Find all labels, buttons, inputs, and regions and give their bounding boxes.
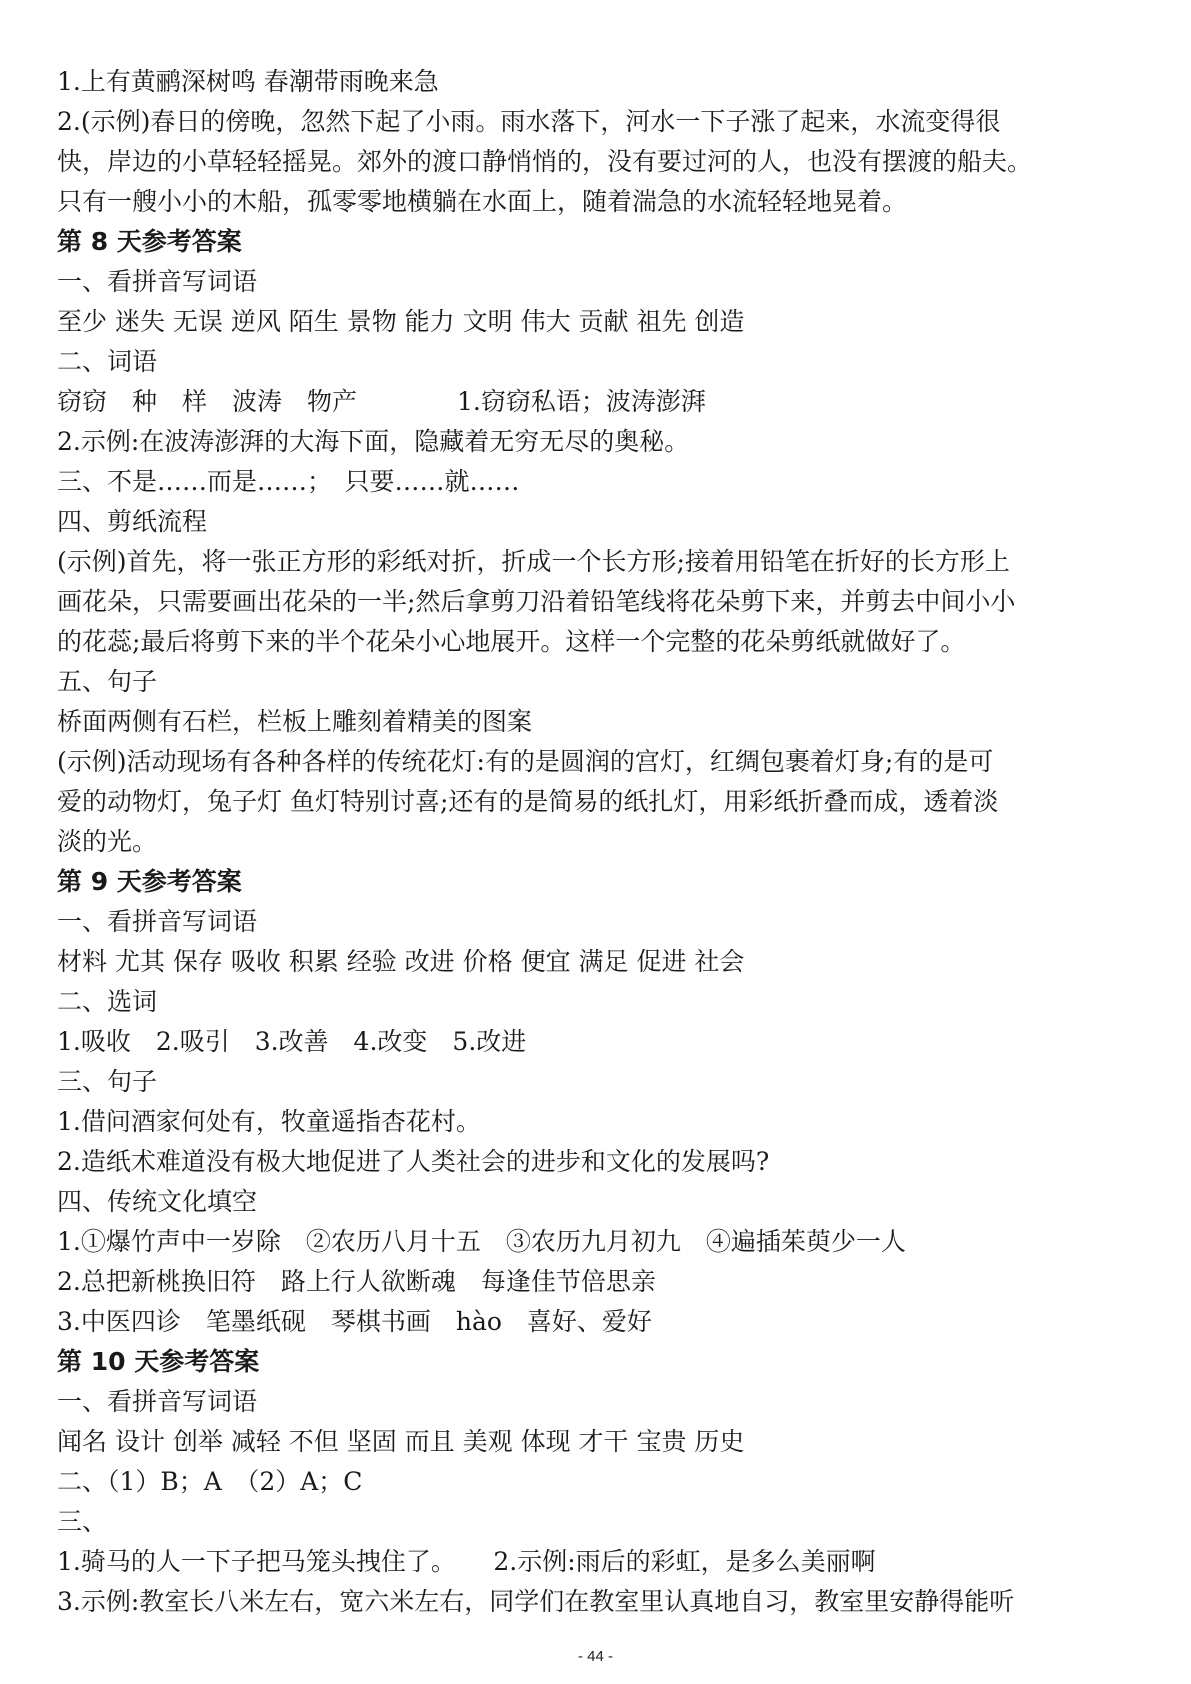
text-line: 3.中医四诊 笔墨纸砚 琴棋书画 hào 喜好、爱好 [57,1307,652,1336]
text-line: 3.示例:教室长八米左右，宽六米左右，同学们在教室里认真地自习，教室里安静得能听 [57,1587,1015,1616]
text-line: 四、剪纸流程 [57,507,208,536]
section-heading-day-10: 第 10 天参考答案 [57,1347,260,1376]
text-line: 1.骑马的人一下子把马笼头拽住了。 2.示例:雨后的彩虹，是多么美丽啊 [57,1547,876,1576]
text-line: 二、（1）B；A （2）A；C [57,1467,363,1496]
text-line: 1.吸收 2.吸引 3.改善 4.改变 5.改进 [57,1027,527,1056]
text-line: 2.(示例)春日的傍晚，忽然下起了小雨。雨水落下，河水一下子涨了起来，水流变得很 [57,107,1001,136]
text-line: 闻名 设计 创举 减轻 不但 坚固 而且 美观 体现 才干 宝贵 历史 [57,1427,745,1456]
text-line: 1.上有黄鹂深树鸣 春潮带雨晚来急 [57,67,439,96]
text-line: 2.示例:在波涛澎湃的大海下面，隐藏着无穷无尽的奥秘。 [57,427,690,456]
text-line: 淡的光。 [57,827,158,856]
text-line: 快，岸边的小草轻轻摇晃。郊外的渡口静悄悄的，没有要过河的人，也没有摆渡的船夫。 [57,147,1033,176]
text-line: 三、句子 [57,1067,158,1096]
text-line: 二、词语 [57,347,158,376]
text-line: 一、看拼音写词语 [57,267,258,296]
text-line: 五、句子 [57,667,158,696]
section-heading-day-8: 第 8 天参考答案 [57,227,242,256]
text-line: 2.造纸术难道没有极大地促进了人类社会的进步和文化的发展吗? [57,1147,770,1176]
page-number: - 44 - [577,1648,613,1665]
text-line: 的花蕊;最后将剪下来的半个花朵小心地展开。这样一个完整的花朵剪纸就做好了。 [57,627,966,656]
text-line: 2.总把新桃换旧符 路上行人欲断魂 每逢佳节倍思亲 [57,1267,656,1296]
text-line: 四、传统文化填空 [57,1187,258,1216]
text-line: 窃窃 种 样 波涛 物产 1.窃窃私语；波涛澎湃 [57,387,706,416]
text-line: (示例)活动现场有各种各样的传统花灯:有的是圆润的宫灯，红绸包裹着灯身;有的是可 [57,747,994,776]
text-line: 只有一艘小小的木船，孤零零地横躺在水面上，随着湍急的水流轻轻地晃着。 [57,187,908,216]
section-heading-day-9: 第 9 天参考答案 [57,867,242,896]
text-line: 爱的动物灯，兔子灯 鱼灯特别讨喜;还有的是简易的纸扎灯，用彩纸折叠而成，透着淡 [57,787,999,816]
text-line: 一、看拼音写词语 [57,1387,258,1416]
text-line: 材料 尤其 保存 吸收 积累 经验 改进 价格 便宜 满足 促进 社会 [57,947,745,976]
text-line: 1.借问酒家何处有，牧童遥指杏花村。 [57,1107,481,1136]
text-line: 三、不是……而是……； 只要……就…… [57,467,520,496]
text-line: 二、选词 [57,987,158,1016]
text-line: (示例)首先，将一张正方形的彩纸对折，折成一个长方形;接着用铅笔在折好的长方形上 [57,547,1010,576]
text-line: 至少 迷失 无误 逆风 陌生 景物 能力 文明 伟大 贡献 祖先 创造 [57,307,745,336]
text-line: 桥面两侧有石栏，栏板上雕刻着精美的图案 [57,707,533,736]
text-line: 1.①爆竹声中一岁除 ②农历八月十五 ③农历九月初九 ④遍插茱萸少一人 [57,1227,906,1256]
text-line: 三、 [57,1507,108,1536]
text-line: 一、看拼音写词语 [57,907,258,936]
text-line: 画花朵，只需要画出花朵的一半;然后拿剪刀沿着铅笔线将花朵剪下来，并剪去中间小小 [57,587,1016,616]
